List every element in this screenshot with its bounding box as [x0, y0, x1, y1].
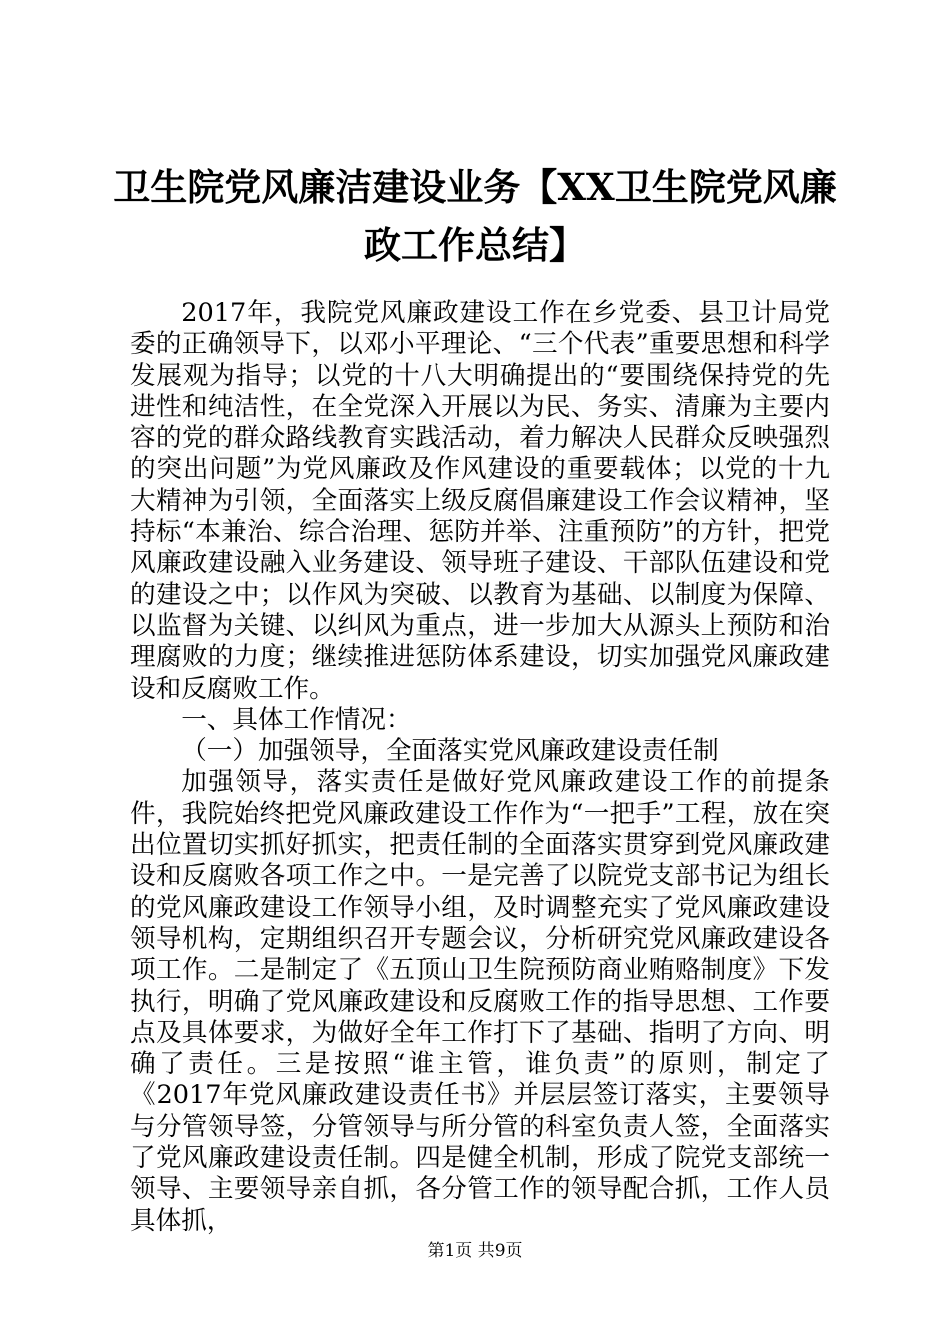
page-number-footer: 第1页 共9页	[427, 1241, 523, 1261]
title-line-1: 卫生院党风廉洁建设业务【XX卫生院党风廉	[113, 165, 837, 209]
subsection-heading: （一）加强领导，全面落实党风廉政建设责任制	[181, 736, 719, 767]
title-line-2: 政工作总结】	[364, 223, 586, 267]
paragraph-leadership: 加强领导，落实责任是做好党风廉政建设工作的前提条件，我院始终把党风廉政建设工作作为“一把手”工程，放在突出位置切实抓好抓实，把责任制的全面落实贯穿到党风廉政建设和反腐败各项工作之中。一是完善了以院党支部书记为组长的党风廉政建设工作领导小组，及时调整充实了党风廉政建设领导机构，定期组织召开专题会议，分析研究党风廉政建设各项工作。二是制定了《五顶山卫生院预防商业贿赂制度》下发执行，明确了党风廉政建设和反腐败工作的指导思想、工作要点及具体要求，为做好全年工作打下了基础、指明了方向、明确了责任。三是按照“谁主管，谁负责”的原则，制定了《2017年党风廉政建设责任书》并层层签订落实，主要领导与分管领导签，分管领导与所分管的科室负责人签，全面落实了党风廉政建设责任制。四是健全机制，形成了院党支部统一领导、主要领导亲自抓，各分管工作的领导配合抓，工作人员具体抓，	[130, 767, 830, 1236]
section-heading: 一、具体工作情况：	[181, 704, 412, 735]
document-title	[100, 158, 850, 274]
paragraph-intro: 2017年，我院党风廉政建设工作在乡党委、县卫计局党委的正确领导下，以邓小平理论、“三个代表”重要思想和科学发展观为指导；以党的十八大明确提出的“要围绕保持党的先进性和纯洁性，在全党深入开展以为民、务实、清廉为主要内容的党的群众路线教育实践活动，着力解决人民群众反映强烈的突出问题”为党风廉政及作风建设的重要载体；以党的十九大精神为引领，全面落实上级反腐倡廉建设工作会议精神，坚持标“本兼治、综合治理、惩防并举、注重预防”的方针，把党风廉政建设融入业务建设、领导班子建设、干部队伍建设和党的建设之中；以作风为突破、以教育为基础、以制度为保障、以监督为关键、以纠风为重点，进一步加大从源头上预防和治理腐败的力度；继续推进惩防体系建设，切实加强党风廉政建设和反腐败工作。	[130, 298, 830, 704]
document-body	[130, 298, 830, 1237]
